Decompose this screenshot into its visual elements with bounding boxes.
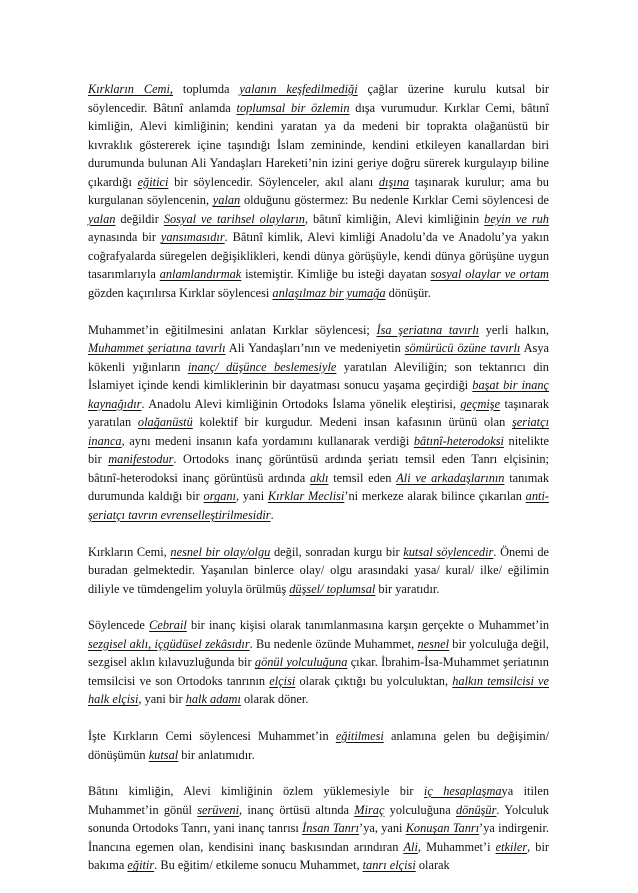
- text-run: ’ya indirgenir. İnancına egemen olan, kendisini inanç baskısından arındıran: [88, 821, 549, 854]
- text-run: bir yaratıdır.: [375, 581, 440, 596]
- emphasis-text: anti-şeriatçı tavrın evrenselleştirilmesidir: [88, 489, 549, 523]
- text-run: .: [270, 508, 274, 523]
- emphasis-text: başat bir inanç kaynağıdır: [88, 378, 550, 411]
- emphasis-text: anlamlandırmak: [159, 267, 242, 282]
- text-run: , yani: [236, 489, 268, 504]
- emphasis-text: iç hesaplaşma: [423, 784, 502, 799]
- text-run: yaratılan Aleviliğin; son tektanrıcı din İslamiyet içinde kendi kimliklerinin bir dayatması sonucu yaşama geçirdiği: [88, 359, 549, 393]
- text-run: Bâtını kimliğin, Alevi kimliğinin özlem yüklemesiyle bir: [88, 784, 424, 799]
- emphasis-text: etkiler: [495, 839, 528, 854]
- emphasis-text: Ali ve arkadaşlarının: [396, 470, 505, 485]
- text-run: bir yolculuğa değil, sezgisel aklın kılavuzluğunda bir: [88, 636, 549, 670]
- text-run: İşte Kırkların Cemi söylencesi Muhammet’in: [88, 728, 336, 743]
- text-run: taşınarak yaratılan: [88, 396, 549, 430]
- text-run: Söylencede: [88, 618, 150, 633]
- text-run: ya itilen Muhammet’in gönül: [88, 784, 549, 817]
- text-run: değildir: [115, 211, 164, 226]
- emphasis-text: yalan: [88, 211, 116, 226]
- emphasis-text: dışına: [378, 174, 410, 189]
- emphasis-text: nesnel bir olay/olgu: [170, 544, 271, 559]
- text-run: bir söylencedir. Söylenceler, akıl alanı: [168, 174, 379, 189]
- emphasis-text: olağanüstü: [137, 415, 193, 430]
- emphasis-text: Ali: [403, 839, 418, 854]
- emphasis-text: serüveni: [197, 802, 240, 817]
- text-run: Asya kökenli yığınların: [88, 341, 549, 374]
- text-run: istemiştir. Kimliğe bu isteği dayatan: [241, 267, 431, 282]
- emphasis-text: yansımasıdır: [160, 230, 225, 245]
- emphasis-text: şeriatçı inanca: [88, 415, 550, 448]
- emphasis-text: halkın temsilcisi ve halk elçisi: [88, 673, 549, 707]
- emphasis-text: organı: [203, 489, 237, 504]
- emphasis-text: sosyal olaylar ve ortam: [430, 267, 549, 282]
- text-run: olarak döner.: [240, 692, 309, 707]
- emphasis-text: inanç/ düşünce beslemesiyle: [187, 359, 337, 374]
- emphasis-text: Sosyal ve tarihsel olayların: [163, 211, 305, 226]
- text-run: , bâtınî kimliğin, Alevi kimliğinin: [304, 211, 485, 226]
- text-run: , yani bir: [138, 692, 186, 707]
- text-run: temsil eden: [328, 470, 397, 485]
- emphasis-text: düşsel/ toplumsal: [289, 581, 376, 596]
- text-run: anlamına gelen bu değişimin/ dönüşümün: [88, 728, 550, 762]
- text-run: taşınarak kurulur; ama bu kurgulanan söylencenin,: [88, 174, 549, 208]
- emphasis-text: halk adamı: [185, 692, 241, 707]
- text-run: olduğunu göstermez: Bu nedenle Kırklar Cemi söylencesi de: [240, 193, 550, 208]
- emphasis-text: kutsal söylencedir: [403, 544, 494, 559]
- paragraph-batini-kimlik: [88, 782, 549, 875]
- emphasis-text: sömürücü özüne tavırlı: [404, 341, 521, 356]
- text-run: tanımak durumunda kaldığı bir: [88, 470, 549, 504]
- text-run: olarak: [415, 858, 450, 873]
- emphasis-text: gönül yolculuğuna: [254, 655, 348, 670]
- emphasis-text: İsa şeriatına tavırlı: [376, 322, 480, 337]
- emphasis-text: Cebrail: [149, 618, 187, 633]
- text-run: değil, sonradan kurgu bir: [270, 544, 404, 559]
- text-run: kolektif bir kurgudur. Medeni insan kafasının ürünü olan: [192, 415, 512, 430]
- emphasis-text: eğitilmesi: [335, 728, 384, 743]
- text-run: . Ortodoks inanç görüntüsü ardında şeriatı temsil eden Tanrı elçisinin; bâtınî-heterodoksi inanç görüntüsü ardında: [88, 452, 549, 485]
- text-run: çıkar. İbrahim-İsa-Muhammet şeriatının temsilcisi ve son Ortodoks tanrının: [88, 655, 549, 688]
- text-run: bir inanç kişisi olarak tanımlanmasına karşın gerçekte o Muhammet’in: [186, 618, 549, 633]
- text-run: çağlar üzerine kurulu kutsal bir söylencedir. Bâtınî anlamda: [88, 82, 549, 115]
- emphasis-text: Muhammet şeriatına tavırlı: [88, 341, 226, 356]
- emphasis-text: Kırklar Meclisi: [267, 489, 345, 504]
- text-run: ’ni merkeze alarak bilince çıkarılan: [344, 489, 526, 504]
- emphasis-text: eğitir: [127, 858, 155, 873]
- text-run: gözden kaçırılırsa Kırklar söylencesi: [88, 286, 273, 301]
- paragraph-kirklarin-cemi-intro: [88, 80, 549, 303]
- text-run: . Bâtınî kimlik, Alevi kimliği Anadolu’da ve Anadolu’ya yakın coğrafyalarda süregelen değişiklikleri, kendi dünya görüşüyle, kendi dünya görüşüne uygun tasarımlarıyla: [88, 230, 549, 282]
- text-run: . Önemi de buradan gelmektedir. Yaşanılan binlerce olay/ olgu arasındaki yasa/ kural/ ilke/ eğilimin diliyle ve tümdengelim yoluyla örülmüş: [88, 544, 550, 596]
- text-run: , bir bakıma: [88, 839, 549, 873]
- emphasis-text: Konuşan Tanrı: [405, 821, 480, 836]
- text-run: bir anlatımıdır.: [178, 747, 255, 762]
- emphasis-text: İnsan Tanrı: [302, 821, 360, 836]
- emphasis-text: bâtınî-heterodoksi: [413, 433, 504, 448]
- text-run: ’ya, yani: [359, 821, 406, 836]
- emphasis-text: nesnel: [417, 636, 450, 651]
- emphasis-text: beyin ve ruh: [484, 211, 549, 226]
- text-run: aynasında bir: [88, 230, 161, 245]
- text-run: olarak çıktığı bu yolculuktan,: [295, 673, 453, 688]
- text-run: . Bu nedenle özünde Muhammet,: [249, 636, 418, 651]
- emphasis-text: anlaşılmaz bir yumağa: [272, 286, 386, 301]
- paragraph-cebrail: [88, 616, 549, 709]
- emphasis-text: sezgisel aklı, içgüdüsel zekâsıdır: [88, 636, 250, 651]
- text-run: , Muhammet’i: [417, 839, 496, 854]
- text-run: . Anadolu Alevi kimliğinin Ortodoks İslama yönelik eleştirisi,: [141, 396, 461, 411]
- document-body: [88, 80, 549, 893]
- text-run: Ali Yandaşları’nın ve medeniyetin: [225, 341, 405, 356]
- emphasis-text: yalanın keşfedilmediği: [239, 82, 358, 96]
- text-run: dönüşür.: [385, 286, 431, 301]
- text-run: nitelikte bir: [88, 433, 549, 467]
- emphasis-text: Kırkların Cemi,: [88, 82, 173, 96]
- emphasis-text: tanrı elçisi: [362, 858, 416, 873]
- emphasis-text: Miraç: [354, 802, 385, 817]
- text-run: Kırkların Cemi,: [88, 544, 171, 559]
- emphasis-text: manifestodur: [108, 452, 174, 467]
- text-run: yolculuğuna: [384, 802, 456, 817]
- emphasis-text: dönüşür: [455, 802, 497, 817]
- text-run: . Yolculuk sonunda Ortodoks Tanrı, yani inanç tanrısı: [88, 802, 549, 836]
- paragraph-nesnel-olay: [88, 543, 549, 599]
- emphasis-text: toplumsal bir özlemin: [236, 100, 350, 115]
- emphasis-text: eğitici: [137, 174, 169, 189]
- text-run: , aynı medeni insanın kafa yordamını kullanarak verdiği: [121, 433, 414, 448]
- text-run: dışa vurumudur. Kırklar Cemi, bâtınî kimliğin, Alevi kimliğinin; kendini yaratan ya da medeni bir toprakta olağanüstü bir kıvraklık göstererek içine taşındığı İslam zemininde, kendini etkileyen kanallardan biri durumunda bulunan Ali Yandaşları Hareketi’nin izini geriye doğru sürerek kurgulayıp biline çıkardığı: [88, 100, 549, 189]
- text-run: Muhammet’in eğitilmesini anlatan Kırklar söylencesi;: [88, 322, 377, 337]
- paragraph-degisim-donusum: [88, 727, 549, 764]
- emphasis-text: aklı: [309, 470, 329, 485]
- emphasis-text: yalan: [212, 193, 241, 208]
- text-run: toplumda: [173, 82, 240, 96]
- emphasis-text: geçmişe: [460, 396, 501, 411]
- text-run: . Bu eğitim/ etkileme sonucu Muhammet,: [154, 858, 363, 873]
- emphasis-text: kutsal: [148, 747, 179, 762]
- text-run: yerli halkın,: [479, 322, 550, 337]
- paragraph-muhammet-egitilmesi: [88, 321, 549, 525]
- text-run: , inanç örtüsü altında: [239, 802, 355, 817]
- emphasis-text: elçisi: [269, 673, 296, 688]
